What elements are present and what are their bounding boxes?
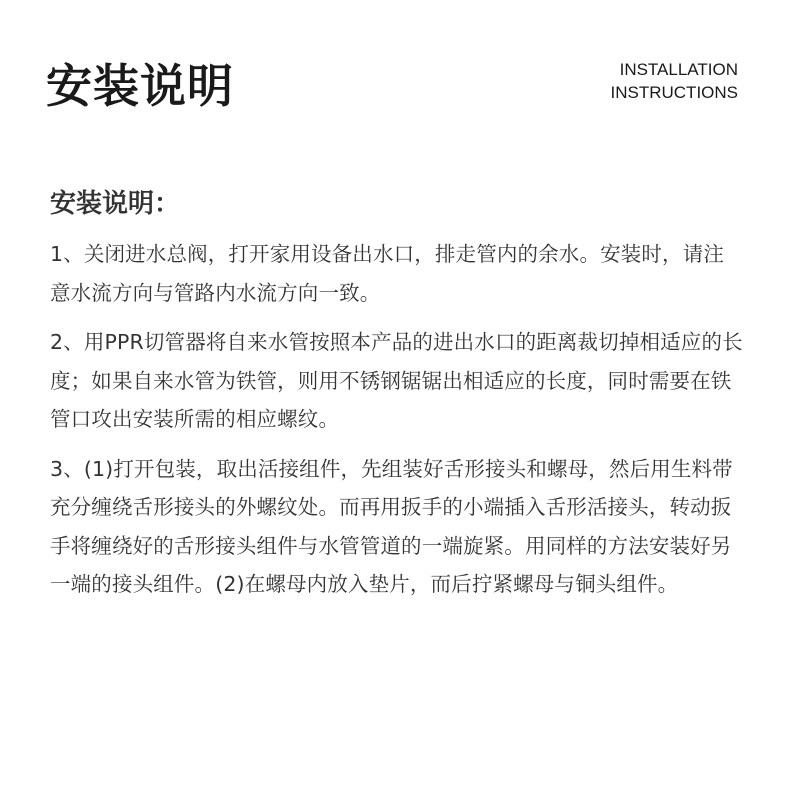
instructions-body <box>50 235 743 615</box>
instruction-step-3: 3、(1)打开包装，取出活接组件，先组装好舌形接头和螺母，然后用生料带充分缠绕舌形接头的外螺纹处。而再用扳手的小端插入舌形活接头，转动扳手将缠绕好的舌形接头组件与水管管道的一端旋紧。用同样的方法安装好另一端的接头组件。(2)在螺母内放入垫片，而后拧紧螺母与铜头组件。 <box>50 456 733 596</box>
english-subtitle-line-2: INSTRUCTIONS <box>610 83 738 102</box>
page-title: 安装说明 <box>46 59 234 113</box>
english-subtitle-line-1: INSTALLATION <box>619 60 738 79</box>
english-subtitle <box>611 58 739 104</box>
section-heading: 安装说明： <box>50 189 181 219</box>
instruction-step-2: 2、用PPR切管器将自来水管按照本产品的进出水口的距离裁切掉相适应的长度；如果自来水管为铁管，则用不锈钢锯锯出相适应的长度，同时需要在铁管口攻出安装所需的相应螺纹。 <box>50 330 743 431</box>
instruction-step-1: 1、关闭进水总阀，打开家用设备出水口，排走管内的余水。安装时，请注意水流方向与管路内水流方向一致。 <box>50 242 724 305</box>
